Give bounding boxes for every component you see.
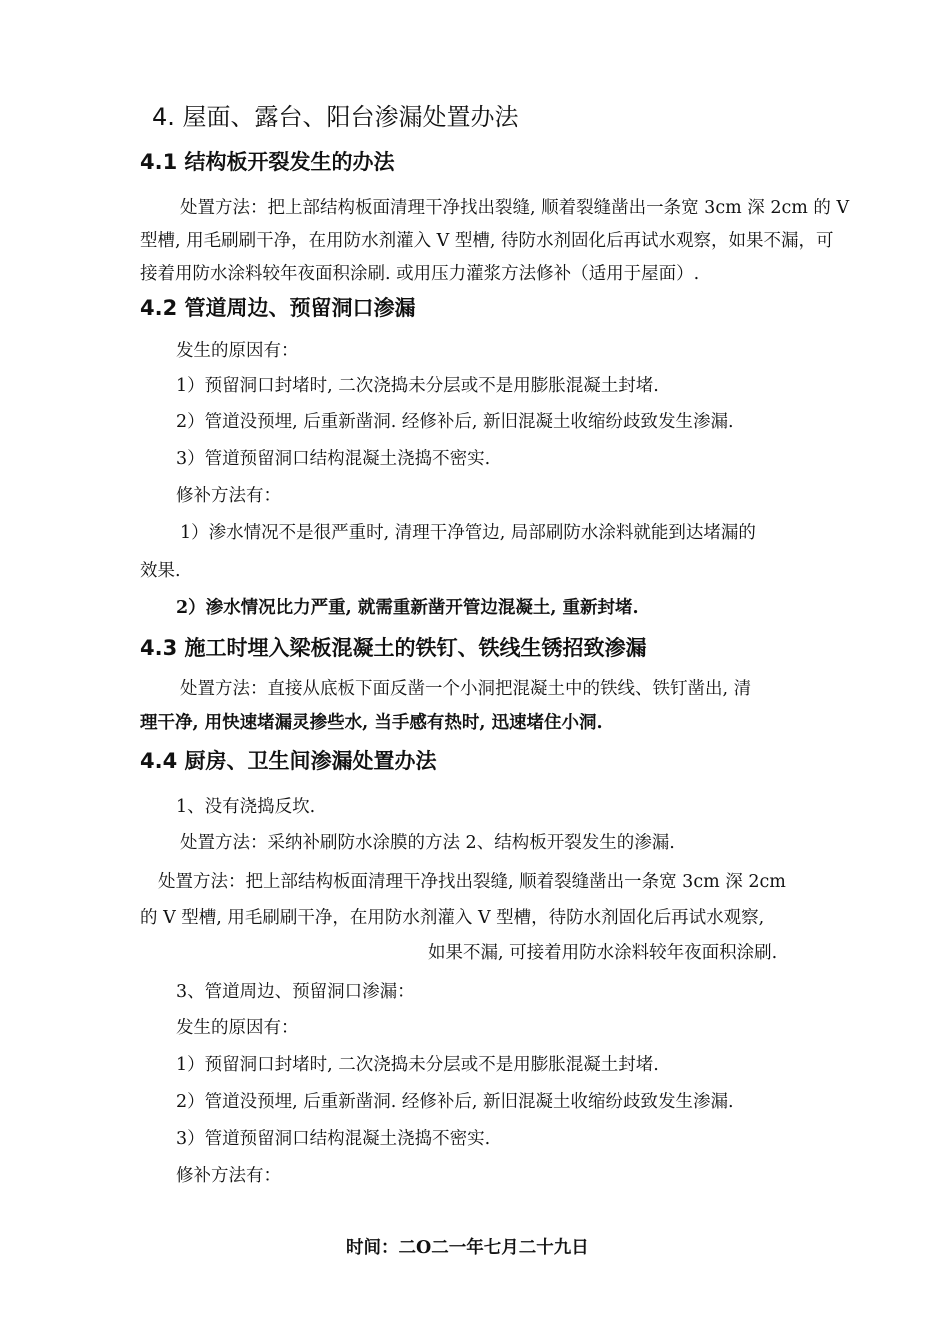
footer-date: 时间：二O二一年七月二十九日 [346, 1238, 589, 1258]
section-4-2-fix-label: 修补方法有： [176, 486, 281, 506]
section-4-4-method-2-line-3: 如果不漏, 可接着用防水涂料较年夜面积涂刷. [428, 943, 778, 963]
section-4-4-item-1: 1、没有浇捣反坎. [176, 797, 316, 817]
section-4-3-para-line-1: 处置方法：直接从底板下面反凿一个小洞把混凝土中的铁线、铁钉凿出, 清 [180, 679, 752, 699]
section-4-4-cause-1: 1）预留洞口封堵时, 二次浇捣未分层或不是用膨胀混凝土封堵. [176, 1055, 659, 1075]
section-4-2-heading: 4.2 管道周边、预留洞口渗漏 [140, 296, 416, 320]
section-4-4-method-2-line-2: 的 V 型槽, 用毛刷刷干净，在用防水剂灌入 V 型槽，待防水剂固化后再试水观察, [140, 908, 765, 928]
section-4-4-method-1: 处置方法：采纳补刷防水涂膜的方法 2、结构板开裂发生的渗漏. [180, 833, 675, 853]
section-4-1-para-line-2: 型槽, 用毛刷刷干净，在用防水剂灌入 V 型槽, 待防水剂固化后再试水观察，如果不漏，可 [140, 231, 834, 251]
section-4-2-cause-2: 2）管道没预埋, 后重新凿洞. 经修补后, 新旧混凝土收缩纷歧致发生渗漏. [176, 412, 734, 432]
section-4-2-fix-2: 2）渗水情况比力严重, 就需重新凿开管边混凝土, 重新封堵. [176, 598, 639, 618]
section-4-2-cause-3: 3）管道预留洞口结构混凝土浇捣不密实. [176, 449, 491, 469]
section-4-1-para-line-3: 接着用防水涂料较年夜面积涂刷. 或用压力灌浆方法修补（适用于屋面）. [140, 264, 700, 284]
section-4-2-cause-label: 发生的原因有： [176, 341, 299, 361]
section-4-3-para-line-2: 理干净, 用快速堵漏灵掺些水, 当手感有热时, 迅速堵住小洞. [140, 713, 603, 733]
section-4-3-heading: 4.3 施工时埋入梁板混凝土的铁钉、铁线生锈招致渗漏 [140, 636, 647, 660]
section-4-2-cause-1: 1）预留洞口封堵时, 二次浇捣未分层或不是用膨胀混凝土封堵. [176, 376, 659, 396]
section-4-4-method-2-line-1: 处置方法：把上部结构板面清理干净找出裂缝, 顺着裂缝凿出一条宽 3cm 深 2cm [158, 872, 786, 892]
section-4-4-cause-2: 2）管道没预埋, 后重新凿洞. 经修补后, 新旧混凝土收缩纷歧致发生渗漏. [176, 1092, 734, 1112]
section-4-4-cause-3: 3）管道预留洞口结构混凝土浇捣不密实. [176, 1129, 491, 1149]
section-4-1-para-line-1: 处置方法：把上部结构板面清理干净找出裂缝, 顺着裂缝凿出一条宽 3cm 深 2cm 的 V [180, 198, 850, 218]
section-4-4-cause-label: 发生的原因有： [176, 1018, 299, 1038]
section-4-2-fix-1-line-2: 效果. [140, 561, 181, 581]
section-4-4-heading: 4.4 厨房、卫生间渗漏处置办法 [140, 749, 437, 773]
section-4-1-heading: 4.1 结构板开裂发生的办法 [140, 150, 395, 174]
section-4-2-fix-1-line-1: 1）渗水情况不是很严重时, 清理干净管边, 局部刷防水涂料就能到达堵漏的 [180, 523, 756, 543]
section-4-4-item-3: 3、管道周边、预留洞口渗漏： [176, 982, 415, 1002]
document-title: 4. 屋面、露台、阳台渗漏处置办法 [152, 103, 519, 131]
section-4-4-fix-label: 修补方法有： [176, 1166, 281, 1186]
